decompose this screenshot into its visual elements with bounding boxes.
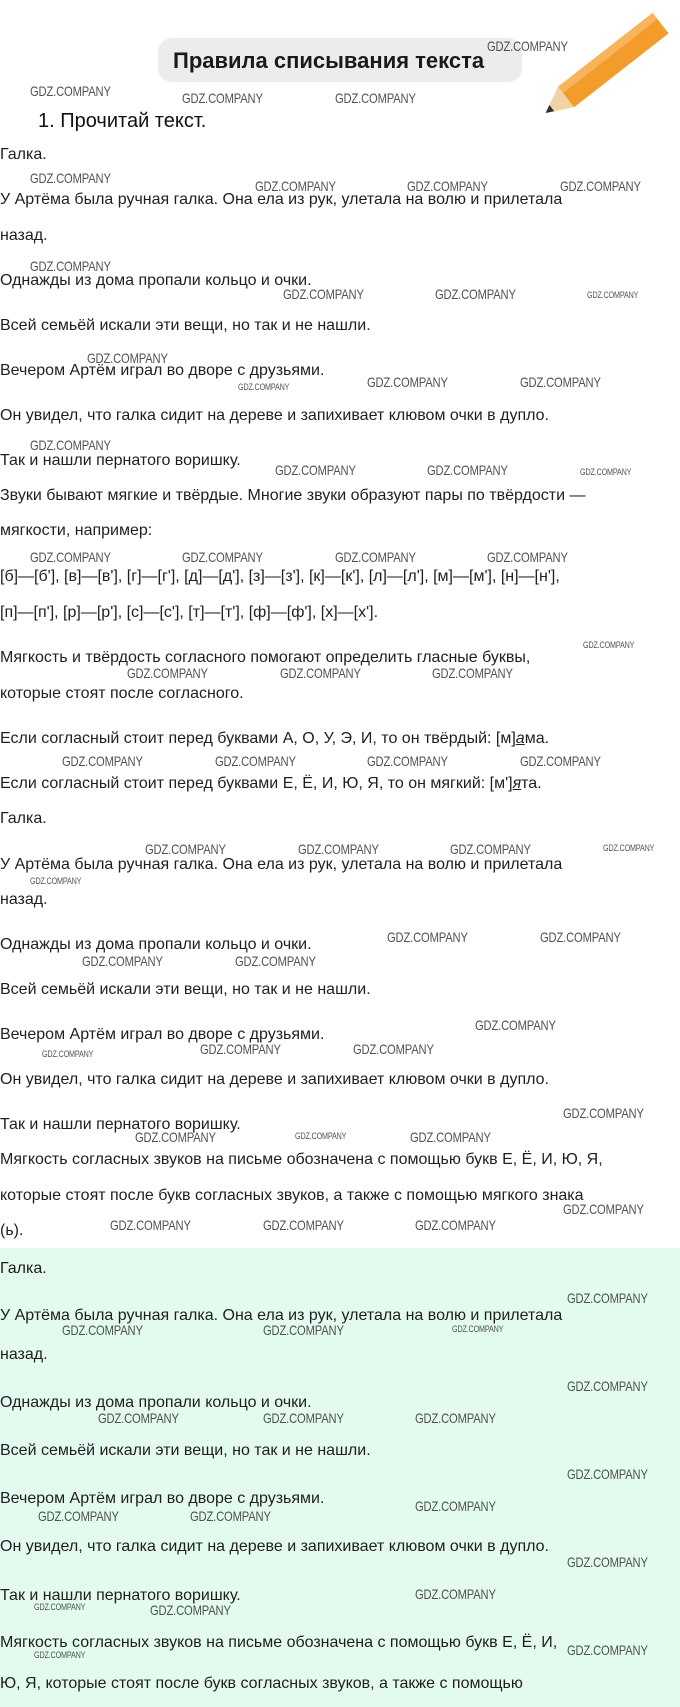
story-line: назад. — [0, 227, 48, 244]
story-line: Всей семьёй искали эти вещи, но так и не нашли. — [0, 1442, 371, 1459]
watermark: GDZ.COMPANY — [30, 549, 111, 565]
watermark: GDZ.COMPANY — [145, 841, 226, 857]
watermark: GDZ.COMPANY — [30, 437, 111, 453]
story-line: Всей семьёй искали эти вещи, но так и не нашли. — [0, 317, 371, 334]
watermark: GDZ.COMPANY — [427, 462, 508, 478]
watermark: GDZ.COMPANY — [487, 38, 568, 54]
story-line: У Артёма была ручная галка. Она ела из рук, улетала на волю и прилетала — [0, 856, 563, 873]
watermark: GDZ.COMPANY — [275, 462, 356, 478]
watermark: GDZ.COMPANY — [563, 1105, 644, 1121]
story-title: Галка. — [0, 1260, 47, 1277]
rule-hard: Если согласный стоит перед буквами А, О, У, Э, И, то он твёрдый: [м]ама. — [0, 730, 550, 747]
watermark: GDZ.COMPANY — [283, 286, 364, 302]
watermark: GDZ.COMPANY — [62, 1322, 143, 1338]
watermark: GDZ.COMPANY — [298, 841, 379, 857]
story-line: Он увидел, что галка сидит на дереве и запихивает клювом очки в дупло. — [0, 1071, 549, 1088]
watermark: GDZ.COMPANY — [415, 1217, 496, 1233]
watermark: GDZ.COMPANY — [567, 1466, 648, 1482]
watermark: GDZ.COMPANY — [200, 1041, 281, 1057]
watermark: GDZ.COMPANY — [567, 1378, 648, 1394]
watermark: GDZ.COMPANY — [42, 1049, 94, 1059]
watermark: GDZ.COMPANY — [560, 178, 641, 194]
story-title: Галка. — [0, 810, 47, 827]
watermark: GDZ.COMPANY — [567, 1642, 648, 1658]
watermark: GDZ.COMPANY — [34, 1602, 86, 1612]
rule-text: Звуки бывают мягкие и твёрдые. Многие звуки образуют пары по твёрдости — — [0, 487, 586, 504]
pencil-icon — [535, 0, 680, 130]
watermark: GDZ.COMPANY — [567, 1290, 648, 1306]
story-line: назад. — [0, 891, 48, 908]
watermark: GDZ.COMPANY — [407, 178, 488, 194]
watermark: GDZ.COMPANY — [263, 1410, 344, 1426]
watermark: GDZ.COMPANY — [255, 178, 336, 194]
watermark: GDZ.COMPANY — [450, 841, 531, 857]
watermark: GDZ.COMPANY — [98, 1410, 179, 1426]
watermark: GDZ.COMPANY — [387, 929, 468, 945]
watermark: GDZ.COMPANY — [487, 549, 568, 565]
watermark: GDZ.COMPANY — [135, 1129, 216, 1145]
story-line: Он увидел, что галка сидит на дереве и запихивает клювом очки в дупло. — [0, 1538, 549, 1555]
watermark: GDZ.COMPANY — [182, 549, 263, 565]
story-line: У Артёма была ручная галка. Она ела из рук, улетала на волю и прилетала — [0, 1307, 563, 1324]
watermark: GDZ.COMPANY — [38, 1508, 119, 1524]
rule-text: Мягкость и твёрдость согласного помогают определить гласные буквы, — [0, 649, 531, 666]
watermark: GDZ.COMPANY — [415, 1410, 496, 1426]
watermark: GDZ.COMPANY — [410, 1129, 491, 1145]
watermark: GDZ.COMPANY — [540, 929, 621, 945]
watermark: GDZ.COMPANY — [82, 953, 163, 969]
watermark: GDZ.COMPANY — [235, 953, 316, 969]
story-line: Однажды из дома пропали кольцо и очки. — [0, 272, 312, 289]
story-line: Так и нашли пернатого воришку. — [0, 1116, 241, 1133]
watermark: GDZ.COMPANY — [520, 374, 601, 390]
watermark: GDZ.COMPANY — [335, 90, 416, 106]
watermark: GDZ.COMPANY — [452, 1324, 504, 1334]
watermark: GDZ.COMPANY — [30, 258, 111, 274]
watermark: GDZ.COMPANY — [280, 665, 361, 681]
rule-soft: Если согласный стоит перед буквами Е, Ё, И, Ю, Я, то он мягкий: [м']ята. — [0, 775, 542, 792]
watermark: GDZ.COMPANY — [603, 843, 655, 853]
watermark: GDZ.COMPANY — [415, 1586, 496, 1602]
story-line: Вечером Артём играл во дворе с друзьями. — [0, 362, 325, 379]
watermark: GDZ.COMPANY — [353, 1041, 434, 1057]
watermark: GDZ.COMPANY — [263, 1217, 344, 1233]
watermark: GDZ.COMPANY — [587, 290, 639, 300]
watermark: GDZ.COMPANY — [30, 876, 82, 886]
rule-text: [п]—[п'], [р]—[р'], [с]—[с'], [т]—[т'], [ф]—[ф'], [х]—[х']. — [0, 604, 379, 621]
rule-text: которые стоят после букв согласных звуков, а также с помощью мягкого знака — [0, 1187, 584, 1204]
watermark: GDZ.COMPANY — [190, 1508, 271, 1524]
watermark: GDZ.COMPANY — [335, 549, 416, 565]
watermark: GDZ.COMPANY — [367, 753, 448, 769]
story-line: Вечером Артём играл во дворе с друзьями. — [0, 1026, 325, 1043]
rule-text: Ю, Я, которые стоят после букв согласных звуков, а также с помощью — [0, 1675, 523, 1692]
watermark: GDZ.COMPANY — [367, 374, 448, 390]
watermark: GDZ.COMPANY — [563, 1201, 644, 1217]
story-line: Он увидел, что галка сидит на дереве и запихивает клювом очки в дупло. — [0, 407, 549, 424]
watermark: GDZ.COMPANY — [87, 350, 168, 366]
rule-text: Мягкость согласных звуков на письме обозначена с помощью букв Е, Ё, И, — [0, 1634, 558, 1651]
story-line: Так и нашли пернатого воришку. — [0, 452, 241, 469]
watermark: GDZ.COMPANY — [475, 1017, 556, 1033]
story-line: Так и нашли пернатого воришку. — [0, 1587, 241, 1604]
watermark: GDZ.COMPANY — [238, 382, 290, 392]
story-line: назад. — [0, 1346, 48, 1363]
watermark: GDZ.COMPANY — [583, 640, 635, 650]
watermark: GDZ.COMPANY — [110, 1217, 191, 1233]
watermark: GDZ.COMPANY — [263, 1322, 344, 1338]
story-line: Вечером Артём играл во дворе с друзьями. — [0, 1490, 325, 1507]
watermark: GDZ.COMPANY — [435, 286, 516, 302]
watermark: GDZ.COMPANY — [62, 753, 143, 769]
task-heading: 1. Прочитай текст. — [38, 110, 207, 132]
watermark: GDZ.COMPANY — [432, 665, 513, 681]
rule-text: [б]—[б'], [в]—[в'], [г]—[г'], [д]—[д'], [з]—[з'], [к]—[к'], [л]—[л'], [м]—[м'], [н]—[н'], — [0, 568, 560, 585]
watermark: GDZ.COMPANY — [127, 665, 208, 681]
rule-text: Мягкость согласных звуков на письме обозначена с помощью букв Е, Ё, И, Ю, Я, — [0, 1151, 603, 1168]
watermark: GDZ.COMPANY — [520, 753, 601, 769]
story-title: Галка. — [0, 146, 47, 163]
watermark: GDZ.COMPANY — [415, 1498, 496, 1514]
watermark: GDZ.COMPANY — [150, 1602, 231, 1618]
watermark: GDZ.COMPANY — [295, 1131, 347, 1141]
watermark: GDZ.COMPANY — [567, 1554, 648, 1570]
watermark: GDZ.COMPANY — [30, 83, 111, 99]
story-line: Однажды из дома пропали кольцо и очки. — [0, 936, 312, 953]
story-line: Всей семьёй искали эти вещи, но так и не нашли. — [0, 981, 371, 998]
watermark: GDZ.COMPANY — [580, 467, 632, 477]
rule-text: (ь). — [0, 1222, 24, 1239]
story-line: Однажды из дома пропали кольцо и очки. — [0, 1394, 312, 1411]
rule-text: которые стоят после согласного. — [0, 685, 244, 702]
rule-text: мягкости, например: — [0, 522, 153, 539]
watermark: GDZ.COMPANY — [182, 90, 263, 106]
watermark: GDZ.COMPANY — [34, 1650, 86, 1660]
page-title: Правила списывания текста — [173, 48, 485, 73]
watermark: GDZ.COMPANY — [30, 170, 111, 186]
watermark: GDZ.COMPANY — [215, 753, 296, 769]
story-line: У Артёма была ручная галка. Она ела из рук, улетала на волю и прилетала — [0, 191, 563, 208]
